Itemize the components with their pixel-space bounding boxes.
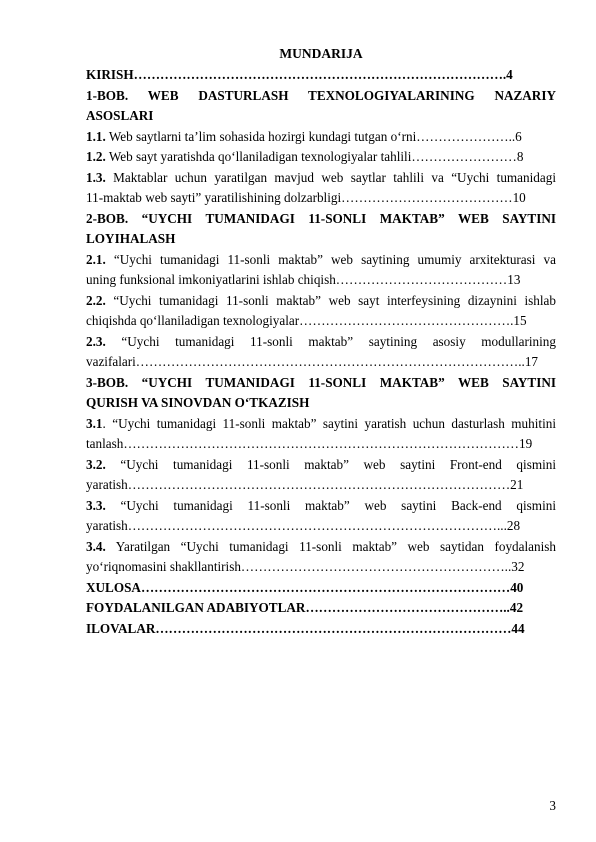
toc-entry-line: ASOSLARI: [86, 108, 154, 123]
toc-entry-line: [86, 147, 556, 168]
toc-entry-text: Yaratilgan “Uychi tumanidagi 11-sonli maktab” web saytidan foydalanish: [105, 538, 556, 554]
toc-entry: [86, 455, 556, 496]
toc-entry-line: LOYIHALASH: [86, 231, 176, 246]
toc-entry: [86, 373, 556, 414]
toc-entry-text: “Uychi tumanidagi 11-sonli maktab” web saytining umumiy arxitekturasi va: [105, 251, 556, 267]
toc-entry-line: KIRISH………………………………………………………………………….4: [86, 67, 513, 82]
toc-entry-line: [86, 250, 556, 271]
toc-entry-line: [86, 496, 556, 517]
toc-entry-line: 3-BOB. “UYCHI TUMANIDAGI 11-SONLI MAKTAB” WEB SAYTINI: [86, 374, 556, 390]
toc-entry: [86, 250, 556, 291]
toc-entry-text: “Uychi tumanidagi 11-sonli maktab” web sayt interfeysining dizaynini ishlab: [105, 292, 556, 308]
toc-entry-line: [86, 332, 556, 353]
toc-entry-line: [86, 455, 556, 476]
toc-entry-text: “Uychi tumanidagi 11-sonli maktab” web saytini Front-end qismini: [105, 456, 556, 472]
toc-entry-line: yaratish……………………………………………………………………………21: [86, 477, 524, 492]
toc-entry: [86, 147, 556, 168]
toc-entry-number: 2.3.: [86, 333, 106, 349]
toc-entry-line: QURISH VA SINOVDAN O‘TKAZISH: [86, 395, 310, 410]
toc-entry-line: [86, 291, 556, 312]
toc-entry-line: tanlash………………………………………………………………………………19: [86, 436, 533, 451]
toc-entry: [86, 496, 556, 537]
toc-entry-line: chiqishda qo‘llaniladigan texnologiyalar………………………………………….15: [86, 313, 527, 328]
toc-entry: [86, 619, 556, 640]
toc-entry-text: Maktablar uchun yaratilgan mavjud web saytlar tahlili va “Uychi tumanidagi: [105, 169, 556, 185]
toc-entry: [86, 598, 556, 619]
table-of-contents: [86, 44, 556, 639]
toc-entry-text: Web sayt yaratishda qo‘llaniladigan texnologiyalar tahlili……………………8: [105, 149, 524, 164]
toc-entry-line: ILOVALAR………………………………………………………………………44: [86, 620, 525, 636]
toc-entry-line: [86, 168, 556, 189]
toc-entry: [86, 332, 556, 373]
toc-entry-number: 3.1: [86, 415, 103, 431]
toc-entry-line: [86, 537, 556, 558]
toc-entry-number: 1.1.: [86, 128, 106, 144]
toc-entry: [86, 414, 556, 455]
toc-entry-text: . “Uychi tumanidagi 11-sonli maktab” saytini yaratish uchun dasturlash muhitini: [102, 415, 556, 431]
toc-entry: [86, 578, 556, 599]
toc-entry-number: 2.1.: [86, 251, 106, 267]
toc-entry-number: 3.3.: [86, 497, 106, 513]
toc-entry-number: 3.4.: [86, 538, 106, 554]
toc-entry-line: 2-BOB. “UYCHI TUMANIDAGI 11-SONLI MAKTAB” WEB SAYTINI: [86, 210, 556, 226]
toc-entry: [86, 537, 556, 578]
toc-entry: [86, 168, 556, 209]
toc-entry-line: [86, 414, 556, 435]
toc-entry-line: yaratish…………………………………………………………………………...28: [86, 518, 521, 533]
toc-entry-line: XULOSA…………………………………………………………………………40: [86, 579, 524, 595]
toc-entry: [86, 86, 556, 127]
toc-entry-line: yo‘riqnomasini shakllantirish……………………………………………………..32: [86, 559, 525, 574]
toc-entry-line: vazifalari……………………………………………………………………………..17: [86, 354, 539, 369]
toc-entry: [86, 127, 556, 148]
toc-entry-line: uning funksional imkoniyatlarini ishlab chiqish…………………………………13: [86, 272, 521, 287]
toc-entry-text: “Uychi tumanidagi 11-sonli maktab” saytining asosiy modullarining: [105, 333, 556, 349]
toc-entry-number: 1.2.: [86, 149, 106, 164]
toc-entry-text: “Uychi tumanidagi 11-sonli maktab” web saytini Back-end qismini: [105, 497, 556, 513]
toc-entries: [86, 65, 556, 639]
toc-entry-line: [86, 127, 556, 148]
toc-entry: [86, 209, 556, 250]
toc-entry-number: 3.2.: [86, 456, 106, 472]
toc-entry: [86, 65, 556, 86]
toc-entry: [86, 291, 556, 332]
toc-entry-line: FOYDALANILGAN ADABIYOTLAR………………………………………..42: [86, 600, 524, 615]
page-number: 3: [549, 798, 556, 813]
toc-entry-line: 1-BOB. WEB DASTURLASH TEXNOLOGIYALARINING NAZARIY: [86, 87, 556, 103]
toc-title: MUNDARIJA: [279, 46, 363, 61]
toc-entry-line: 11-maktab web sayti” yaratilishining dolzarbligi…………………………………10: [86, 190, 526, 205]
toc-entry-text: Web saytlarni ta’lim sohasida hozirgi kundagi tutgan o‘rni…………………..6: [105, 128, 522, 144]
toc-entry-number: 1.3.: [86, 169, 106, 185]
toc-entry-number: 2.2.: [86, 292, 106, 308]
